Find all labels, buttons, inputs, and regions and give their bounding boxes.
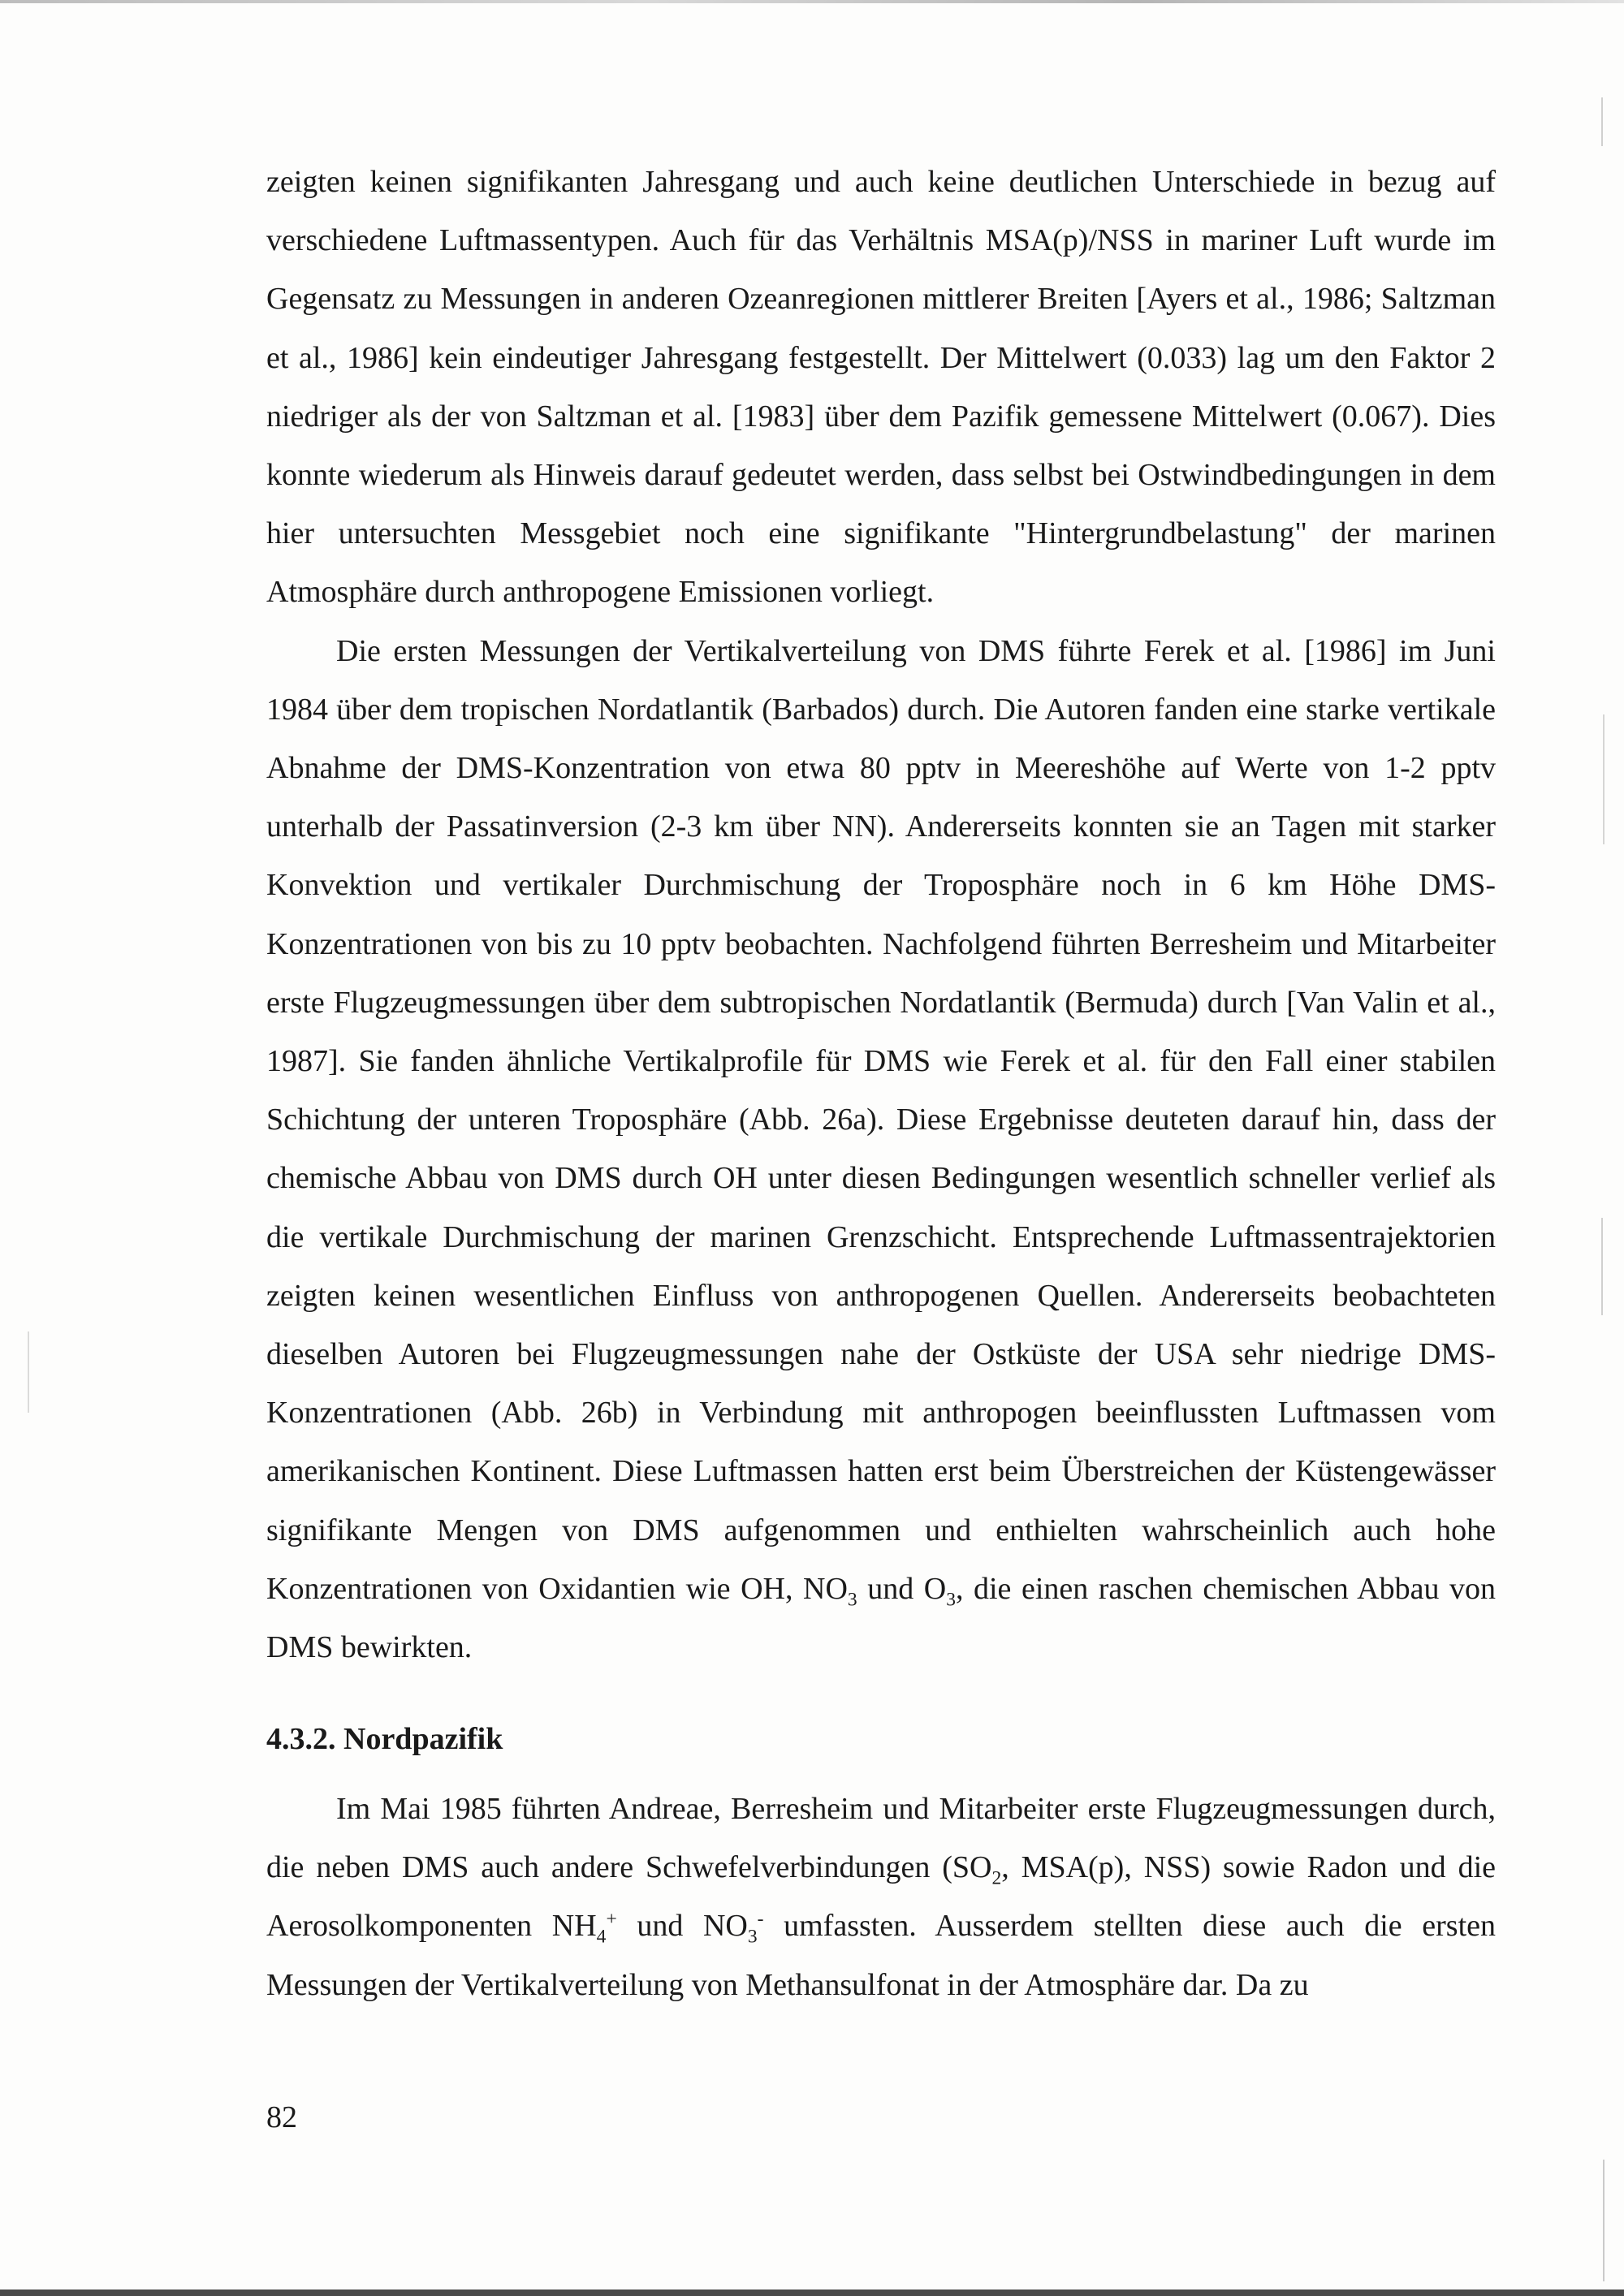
section-heading: 4.3.2. Nordpazifik: [266, 1722, 503, 1756]
paragraph-2-text: Die ersten Messungen der Vertikalverteilung von DMS führte Ferek et al. [1986] im Juni 1984 über dem tropischen Nordatlantik (Barbados) durch. Die Autoren fanden eine starke vertikale Abnahme der DMS-Konzentration von etwa 80 pptv in Meereshöhe auf Werte von 1-2 pptv unterhalb der Passatinversion (2-3 km über NN). Andererseits konnten sie an Tagen mit starker Konvektion und vertikaler Durchmischung der Troposphäre noch in 6 km Höhe DMS-Konzentrationen von bis zu 10 pptv beobachten. Nachfolgend führten Berresheim und Mitarbeiter erste Flugzeugmessungen über dem subtropischen Nordatlantik (Bermuda) durch [Van Valin et al., 1987]. Sie fanden ähnliche Vertikalprofile für DMS wie Ferek et al. für den Fall einer stabilen Schichtung der unteren Troposphäre (Abb. 26a). Diese Ergebnisse deuteten darauf hin, dass der chemische Abbau von DMS durch OH unter diesen Bedingungen wesentlich schneller verlief als die vertikale Durchmischung der marinen Grenzschicht. Entsprechende Luftmassentrajektorien zeigten keinen wesentlichen Einfluss von anthropogenen Quellen. Andererseits beobachteten dieselben Autoren bei Flugzeugmessungen nahe der Ostküste der USA sehr niedrige DMS-Konzentrationen (Abb. 26b) in Verbindung mit anthropogen beeinflussten Luftmassen vom amerikanischen Kontinent. Diese Luftmassen hatten erst beim Überstreichen der Küstengewässer signifikante Mengen von DMS aufgenommen und enthielten wahrscheinlich auch hohe Konzentrationen von Oxidantien wie OH,: [266, 633, 1496, 1606]
subscript: 4: [596, 1927, 607, 1948]
subscript: 2: [991, 1867, 1002, 1889]
subscript: 3: [946, 1589, 956, 1611]
paragraph-3-text: Im Mai 1985 führten Andreae, Berresheim und Mitarbeiter erste Flugzeugmessungen durch, die neben DMS auch andere Schwefelverbindungen (SO: [266, 1792, 1496, 1885]
paragraph-2: [266, 622, 1496, 1677]
scan-artifact-right: [1603, 714, 1605, 844]
formula-o3: und O: [857, 1571, 947, 1606]
scan-bottom-edge: [0, 2290, 1624, 2296]
superscript: +: [606, 1908, 617, 1930]
paragraph-3-text: , MSA(p), NSS) sowie Radon und die Aerosolkomponenten NH: [266, 1850, 1496, 1944]
scan-artifact-right: [1601, 1218, 1603, 1315]
paragraph-3-text: umfassten. Ausserdem stellten diese auch die ersten Messungen der Vertikalverteilung von Methansulfonat in der Atmosphäre dar. Da zu: [266, 1909, 1497, 2002]
scan-artifact-right: [1603, 2160, 1605, 2281]
scan-artifact-right: [1601, 97, 1603, 146]
paragraph-2-ending: , die einen raschen chemischen Abbau von DMS bewirkten.: [266, 1571, 1496, 1665]
paragraph-3: [266, 1780, 1496, 2014]
page-number: 82: [266, 2100, 297, 2134]
formula-no3: NO: [803, 1571, 848, 1606]
superscript: -: [757, 1908, 764, 1930]
subscript: 3: [847, 1589, 857, 1611]
scan-top-edge: [0, 0, 1624, 3]
paragraph-1: zeigten keinen signifikanten Jahresgang und auch keine deutlichen Unterschiede in bezug auf verschiedene Luftmassentypen. Auch für das Verhältnis MSA(p)/NSS in mariner Luft wurde im Gegensatz zu Messungen in anderen Ozeanregionen mittlerer Breiten [Ayers et al., 1986; Saltzman et al., 1986] kein eindeutiger Jahresgang festgestellt. Der Mittelwert (0.033) lag um den Faktor 2 niedriger als der von Saltzman et al. [1983] über dem Pazifik gemessene Mittelwert (0.067). Dies konnte wiederum als Hinweis darauf gedeutet werden, dass selbst bei Ostwindbedingungen in dem hier untersuchten Messgebiet noch eine signifikante "Hintergrundbelastung" der marinen Atmosphäre durch anthropogene Emissionen vorliegt.: [266, 165, 1496, 610]
body-text: [266, 153, 1496, 1677]
subscript: 3: [747, 1927, 758, 1948]
paragraph-3-text: und NO: [616, 1909, 748, 1944]
scan-artifact-left: [28, 1331, 29, 1413]
